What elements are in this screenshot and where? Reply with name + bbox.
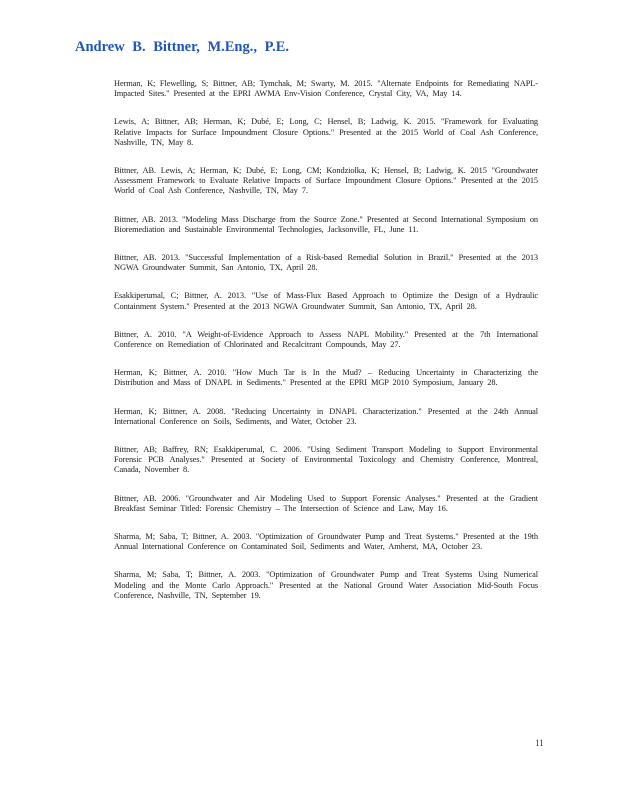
- reference-entry: Bittner, A. 2010. "A Weight-of-Evidence Approach to Assess NAPL Mobility." Presented at the 7th International Conference on Remediation of Chlorinated and Recalcitrant Compounds, May 27.: [114, 329, 538, 350]
- reference-entry: Bittner, AB. 2013. "Modeling Mass Discharge from the Source Zone." Presented at Second International Symposium on Bioremediation and Sustainable Environmental Technologies, Jacksonville, FL, June 11.: [114, 214, 538, 234]
- reference-entry: Herman, K; Bittner, A. 2008. "Reducing Uncertainty in DNAPL Characterization." Presented at the 24th Annual International Conference on Soils, Sediments, and Water, October 23.: [114, 406, 538, 426]
- reference-entry: Sharma, M; Saba, T; Bittner, A. 2003. "Optimization of Groundwater Pump and Treat Systems." Presented at the 19th Annual International Conference on Contaminated Soil, Sediments and Water, Amherst, MA, October 23.: [114, 532, 538, 552]
- reference-entry: Sharma, M; Saba, T; Bittner, A. 2003. "Optimization of Groundwater Pump and Treat Systems Using Numerical Modeling and the Monte Carlo Approach." Presented at the National Ground Water Association Mid-South Focus Conference, Nashville, TN, September 19.: [114, 570, 538, 600]
- reference-entry: Bittner, AB. 2006. "Groundwater and Air Modeling Used to Support Forensic Analyses." Presented at the Gradient Breakfast Seminar Titled: Forensic Chemistry – The Intersection of Science and Law, May 16.: [114, 493, 538, 513]
- reference-entry: Bittner, AB; Baffrey, RN; Esakkiperumal, C. 2006. "Using Sediment Transport Modeling to Support Environmental Forensic PCB Analyses." Presented at Society of Environmental Toxicology and Chemistry Conference, Montreal, Canada, November 8.: [114, 445, 538, 475]
- reference-entry: Bittner, AB. Lewis, A; Herman, K; Dubé, E; Long, CM; Kondziolka, K; Hensel, B; Ladwig, K. 2015 "Groundwater Assessment Framework to Evaluate Relative Impacts of Surface Impoundment Closure Options." Presented at the 2015 World of Coal Ash Conference, Nashville, TN, May 7.: [114, 166, 538, 196]
- reference-entry: Herman, K; Flewelling, S; Bittner, AB; Tymchak, M; Swarty, M. 2015. "Alternate Endpoints for Remediating NAPL-Impacted Sites." Presented at the EPRI AWMA Env-Vision Conference, Crystal City, VA, May 14.: [114, 79, 538, 99]
- references-list: [114, 79, 538, 619]
- reference-entry: Bittner, AB. 2013. "Successful Implementation of a Risk-based Remedial Solution in Brazil." Presented at the 2013 NGWA Groundwater Summit, San Antonio, TX, April 28.: [114, 253, 538, 273]
- reference-entry: Esakkiperumal, C; Bittner, A. 2013. "Use of Mass-Flux Based Approach to Optimize the Design of a Hydraulic Containment System." Presented at the 2013 NGWA Groundwater Summit, San Antonio, TX, April 28.: [114, 291, 538, 311]
- reference-entry: Herman, K; Bittner, A. 2010. "How Much Tar is In the Mud? – Reducing Uncertainty in Characterizing the Distribution and Mass of DNAPL in Sediments." Presented at the EPRI MGP 2010 Symposium, January 28.: [114, 368, 538, 388]
- reference-entry: Lewis, A; Bittner, AB; Herman, K; Dubé, E; Long, C; Hensel, B; Ladwig, K. 2015. "Framework for Evaluating Relative Impacts for Surface Impoundment Closure Options." Presented at the 2015 World of Coal Ash Conference, Nashville, TN, May 8.: [114, 117, 538, 147]
- author-name-header: Andrew B. Bittner, M.Eng., P.E.: [75, 39, 290, 55]
- page-number: 11: [535, 738, 544, 748]
